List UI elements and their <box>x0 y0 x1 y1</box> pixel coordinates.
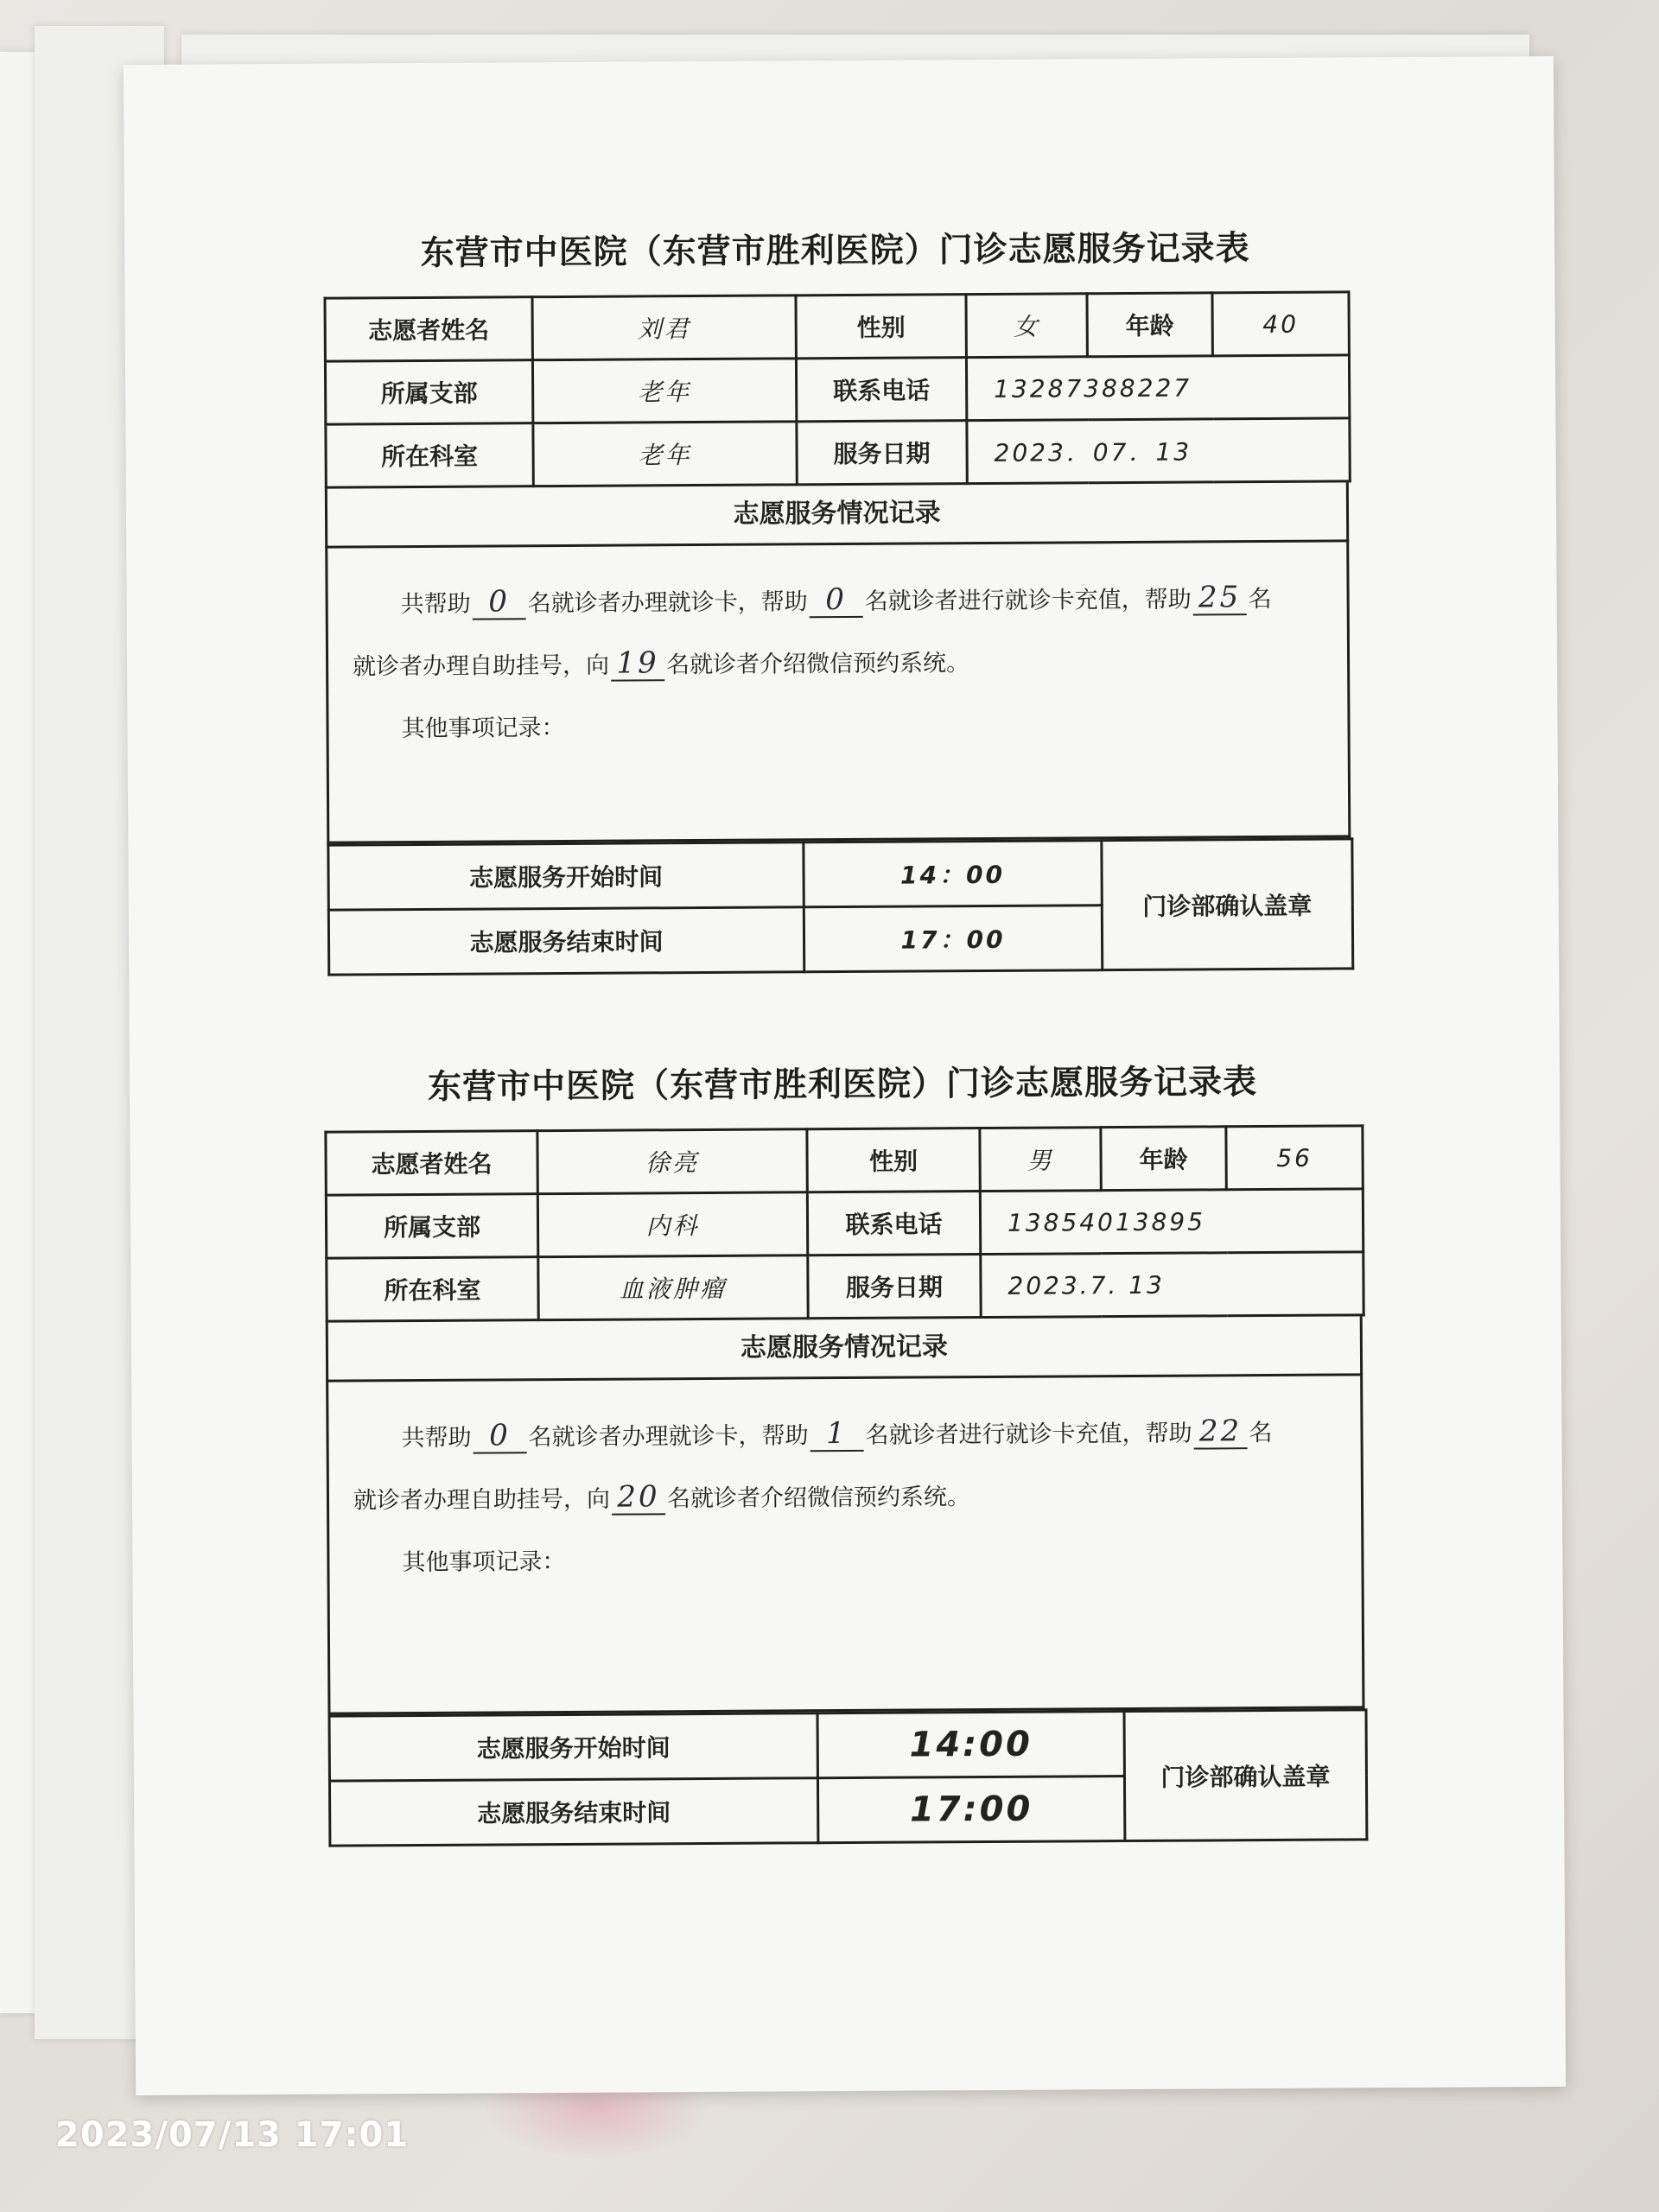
record-text: 名 <box>1249 1419 1273 1447</box>
service-record <box>325 542 1351 843</box>
info-row <box>325 355 1349 424</box>
register-count: 25 <box>1193 581 1247 615</box>
record-form-2 <box>324 1055 1366 1847</box>
service-time-table <box>328 1708 1369 1847</box>
recharge-count: 0 <box>810 583 863 618</box>
start-time-label: 志愿服务开始时间 <box>328 842 804 910</box>
form-title: 东营市中医院（东营市胜利医院）门诊志愿服务记录表 <box>420 228 1250 273</box>
start-time-value: 14:00 <box>817 1712 1124 1778</box>
gender-value: 女 <box>966 294 1087 358</box>
department-value: 血液肿瘤 <box>538 1255 808 1320</box>
record-text: 就诊者办理自助挂号，向 <box>353 652 610 681</box>
service-record <box>326 1376 1364 1714</box>
branch-value: 内科 <box>537 1192 807 1257</box>
department-label: 所在科室 <box>326 423 533 487</box>
age-value: 56 <box>1226 1126 1363 1190</box>
info-row <box>327 1252 1363 1321</box>
volunteer-info-table <box>323 290 1351 488</box>
start-time-value: 14：00 <box>804 841 1102 907</box>
wechat-count: 19 <box>611 646 664 681</box>
other-notes-label: 其他事项记录： <box>401 714 565 743</box>
service-time-table <box>327 837 1354 976</box>
name-value: 刘君 <box>532 296 796 360</box>
name-value: 徐亮 <box>537 1129 807 1194</box>
gender-label: 性别 <box>807 1128 980 1192</box>
branch-label: 所属支部 <box>325 360 532 424</box>
record-text: 名就诊者进行就诊卡充值，帮助 <box>864 586 1192 615</box>
phone-value: 13854013895 <box>980 1189 1363 1255</box>
record-text: 共帮助 <box>401 1424 472 1452</box>
record-text: 名就诊者办理就诊卡，帮助 <box>527 588 808 618</box>
record-text: 名 <box>1248 585 1272 613</box>
record-form-1 <box>323 221 1351 976</box>
volunteer-info-table <box>324 1124 1364 1322</box>
age-label: 年龄 <box>1101 1127 1226 1191</box>
department-value: 老年 <box>533 422 797 486</box>
record-text: 就诊者办理自助挂号，向 <box>353 1485 611 1515</box>
record-text: 名就诊者介绍微信预约系统。 <box>666 1484 971 1513</box>
end-time-value: 17:00 <box>817 1777 1124 1843</box>
form-title: 东营市中医院（东营市胜利医院）门诊志愿服务记录表 <box>427 1062 1258 1107</box>
other-notes-label: 其他事项记录： <box>402 1548 566 1577</box>
branch-value: 老年 <box>532 359 796 423</box>
record-line-2 <box>353 1465 1337 1533</box>
record-text: 名就诊者办理就诊卡，帮助 <box>528 1422 809 1452</box>
age-value: 40 <box>1212 292 1349 356</box>
record-text: 名就诊者介绍微信预约系统。 <box>665 650 970 679</box>
branch-label: 所属支部 <box>326 1194 537 1258</box>
confirm-stamp-label: 门诊部确认盖章 <box>1102 839 1353 970</box>
date-value: 2023．07．13 <box>967 418 1350 484</box>
document-sheet <box>124 56 1566 2095</box>
end-time-label: 志愿服务结束时间 <box>329 1778 817 1846</box>
time-row <box>329 1710 1366 1781</box>
section-title: 志愿服务情况记录 <box>326 1316 1363 1382</box>
gender-value: 男 <box>980 1128 1101 1192</box>
phone-label: 联系电话 <box>796 358 966 422</box>
name-label: 志愿者姓名 <box>325 297 532 361</box>
photo-timestamp: 2023/07/13 17:01 <box>55 2115 410 2155</box>
start-time-label: 志愿服务开始时间 <box>329 1713 817 1781</box>
date-value: 2023.7. 13 <box>981 1252 1363 1318</box>
name-label: 志愿者姓名 <box>326 1131 537 1195</box>
card-count: 0 <box>473 585 526 620</box>
register-count: 22 <box>1193 1414 1247 1449</box>
recharge-count: 1 <box>810 1417 863 1452</box>
time-row <box>328 839 1352 910</box>
info-row <box>326 1126 1363 1195</box>
confirm-stamp-label: 门诊部确认盖章 <box>1124 1710 1367 1841</box>
age-label: 年龄 <box>1087 293 1212 357</box>
record-text: 共帮助 <box>400 590 471 619</box>
section-title: 志愿服务情况记录 <box>325 482 1349 548</box>
record-text: 名就诊者进行就诊卡充值，帮助 <box>865 1420 1192 1449</box>
record-line-1 <box>353 1402 1336 1471</box>
record-line-1 <box>352 569 1322 637</box>
date-label: 服务日期 <box>808 1255 981 1319</box>
info-row <box>325 292 1349 361</box>
department-label: 所在科室 <box>327 1257 538 1321</box>
date-label: 服务日期 <box>797 421 967 485</box>
phone-label: 联系电话 <box>807 1192 980 1255</box>
phone-value: 13287388227 <box>966 355 1349 421</box>
wechat-count: 20 <box>612 1480 665 1515</box>
info-row <box>326 418 1350 487</box>
end-time-label: 志愿服务结束时间 <box>328 907 804 975</box>
gender-label: 性别 <box>796 295 966 359</box>
record-line-2 <box>353 631 1323 699</box>
info-row <box>326 1189 1363 1258</box>
card-count: 0 <box>473 1419 526 1453</box>
end-time-value: 17：00 <box>804 906 1102 972</box>
